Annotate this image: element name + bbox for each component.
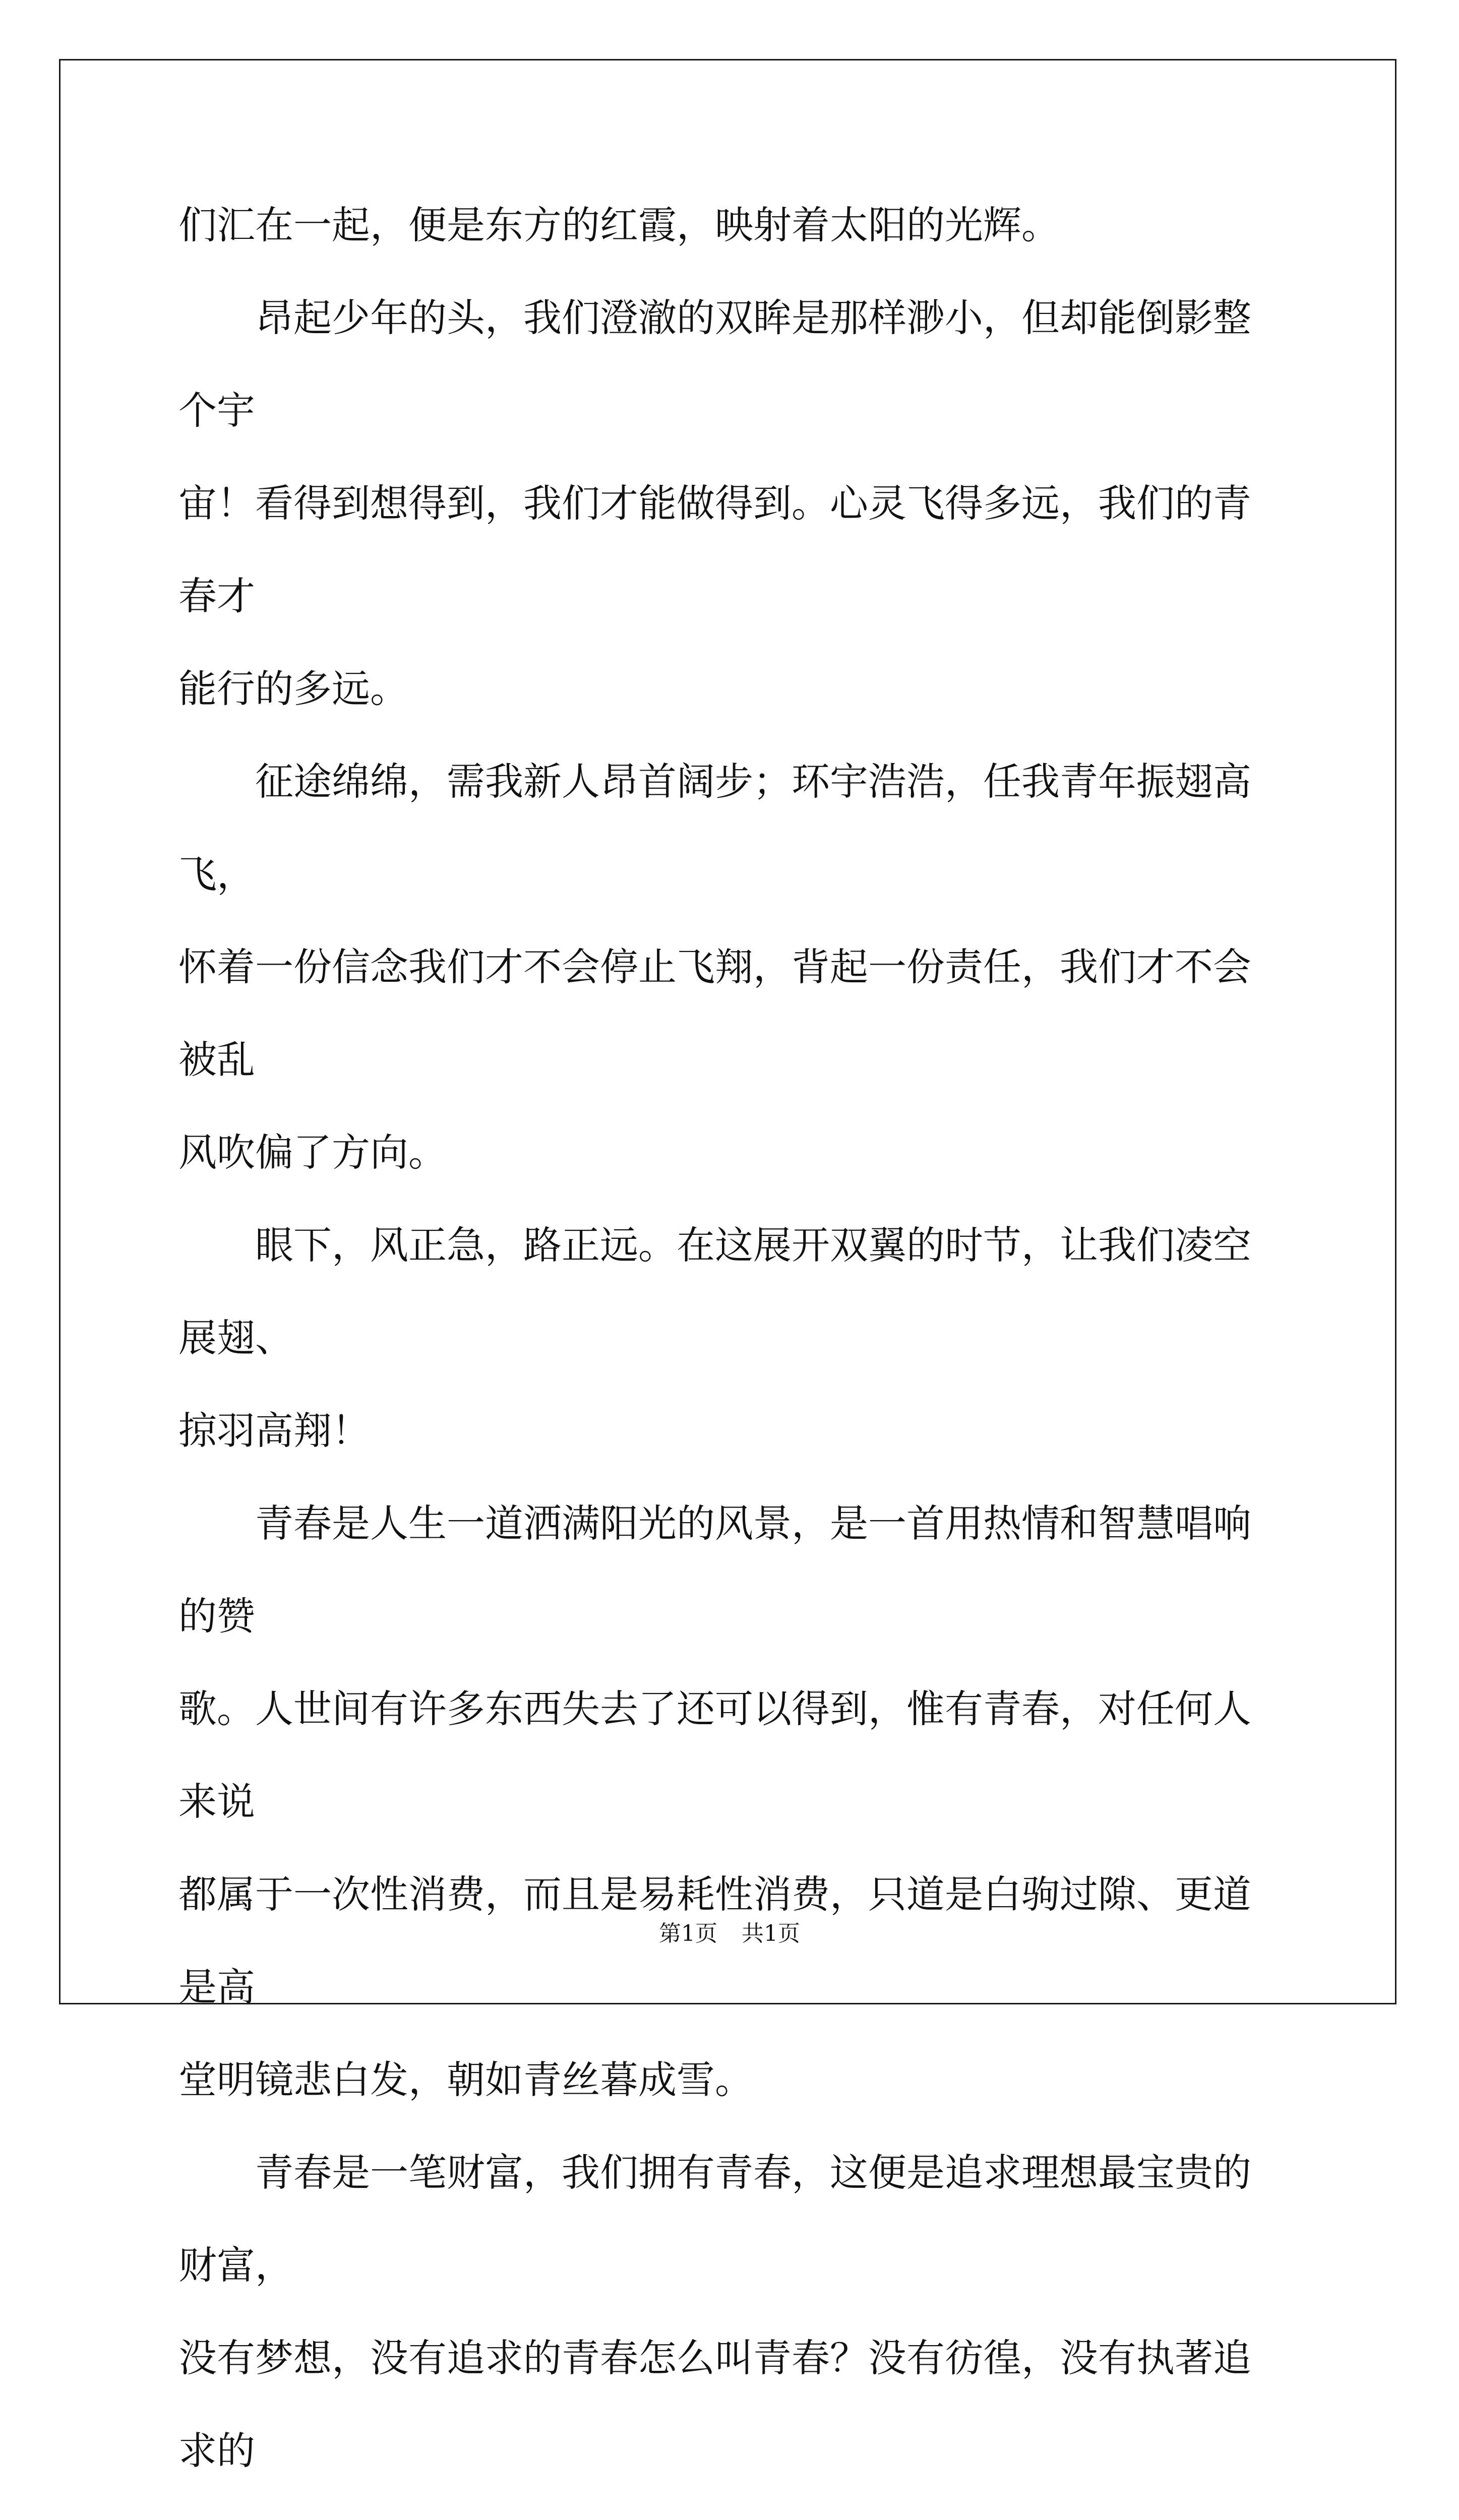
page-total: 共1页 <box>742 1921 800 1946</box>
text-line: 昂起少年的头，我们澄澈的双眸是那样渺小，但却能倒影整个宇 <box>178 295 1251 433</box>
text-line: 都属于一次性消费，而且是易耗性消费，只道是白驹过隙、更道是高 <box>178 1872 1251 2009</box>
paragraph <box>178 179 1288 272</box>
paragraph <box>178 1477 1288 2126</box>
paragraph <box>178 1199 1288 1477</box>
text-line: 们汇在一起，便是东方的红霞，映射着太阳的光辉。 <box>178 203 1060 247</box>
text-line: 眼下，风正急，路正远。在这展开双翼的时节，让我们凌空展翅、 <box>178 1223 1251 1360</box>
paragraph <box>178 2126 1288 2520</box>
page-footer <box>0 1915 1459 1947</box>
text-line: 风吹偏了方向。 <box>178 1130 447 1175</box>
text-line: 歌。人世间有许多东西失去了还可以得到，惟有青春，对任何人来说 <box>178 1686 1251 1824</box>
text-line: 青春是一笔财富，我们拥有青春，这便是追求理想最宝贵的财富， <box>178 2150 1251 2288</box>
text-line: 怀着一份信念我们才不会停止飞翔，背起一份责任，我们才不会被乱 <box>178 944 1251 1082</box>
text-line: 宙！看得到想得到，我们才能做得到。心灵飞得多远，我们的青春才 <box>178 481 1251 618</box>
text-line: 青春是人生一道洒满阳光的风景，是一首用热情和智慧唱响的赞 <box>178 1501 1251 1639</box>
text-line: 没有梦想，没有追求的青春怎么叫青春？没有彷徨，没有执著追求的 <box>178 2336 1251 2473</box>
document-body <box>178 179 1288 2520</box>
text-line: 能行的多远。 <box>178 666 408 711</box>
paragraph <box>178 272 1288 735</box>
text-line: 掠羽高翔！ <box>178 1408 370 1453</box>
paragraph <box>178 735 1288 1199</box>
page-number: 第1页 <box>659 1921 717 1946</box>
text-line: 堂明镜悲白发，朝如青丝暮成雪。 <box>178 2057 753 2102</box>
text-line: 征途绵绵，需我新人昂首阔步；环宇浩浩，任我青年振翅高飞， <box>178 759 1251 897</box>
